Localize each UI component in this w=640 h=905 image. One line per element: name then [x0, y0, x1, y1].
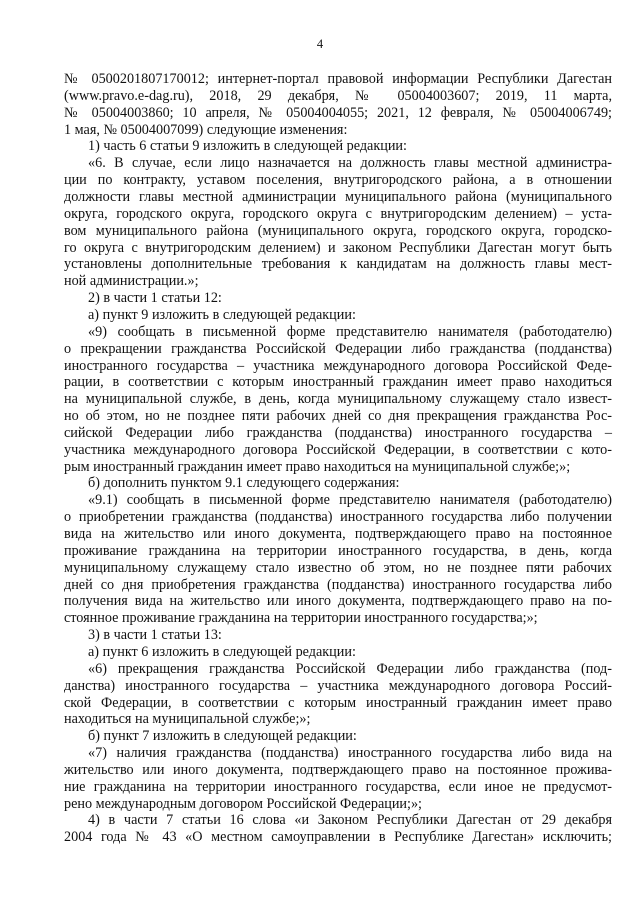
page-number: 4 — [316, 37, 324, 51]
text-line: ние гражданина на территории иностранного государства, если иное не предусмот- — [64, 778, 612, 795]
text-line: «6) прекращения гражданства Российской Федерации либо гражданства (под- — [88, 660, 612, 677]
text-line: установлены дополнительные требования к кандидатам на должность главы мест- — [64, 256, 612, 273]
text-line: (www.pravo.e-dag.ru), 2018, 29 декабря, № 05004003607; 2019, 11 марта, — [64, 87, 612, 104]
text-line: б) пункт 7 изложить в следующей редакции: — [88, 728, 357, 745]
text-line: 2) в части 1 статьи 12: — [88, 290, 222, 307]
text-line: данства) иностранного государства – участника международного договора Россий- — [64, 677, 612, 694]
text-line: «6. В случае, если лицо назначается на должность главы местной администра- — [88, 155, 612, 172]
text-line: б) дополнить пунктом 9.1 следующего содержания: — [88, 475, 400, 492]
text-line: вида на жительство или иного документа, подтверждающего право на постоянное — [64, 526, 612, 542]
text-line: го округа с внутригородским делением) и законом Республики Дагестан могут быть — [64, 239, 612, 256]
text-line: сийской Федерации либо гражданства (подданства) иностранного государства – — [64, 424, 612, 441]
text-line: № 05004003860; 10 апреля, № 05004004055; 2021, 12 февраля, № 05004006749; — [64, 104, 612, 121]
text-line: вом муниципального района (муниципального округа, городского округа, городско- — [64, 222, 612, 239]
text-line: жительство или иного документа, подтверждающего право на постоянное прожива- — [64, 761, 612, 778]
text-line: а) пункт 6 изложить в следующей редакции: — [88, 643, 356, 660]
text-line: «7) наличия гражданства (подданства) иностранного государства либо вида на — [88, 745, 612, 761]
text-line: участника международного договора Российской Федерации, в соответствии с кото- — [64, 441, 612, 458]
text-line: ской Федерации, в соответствии с которым иностранный гражданин имеет право — [64, 694, 612, 711]
text-line: «9) сообщать в письменной форме представителю нанимателя (работодателю) — [88, 323, 612, 340]
text-line: проживание гражданина на территории иностранного государства, в день, когда — [64, 542, 612, 559]
text-line: дней со дня приобретения гражданства (подданства) иностранного государства либо — [64, 576, 612, 593]
text-line: рено международным договором Российской Федерации;»; — [64, 795, 423, 812]
text-line: о приобретении гражданства (подданства) иностранного государства либо получении — [64, 509, 612, 526]
text-line: ной администрации.»; — [64, 273, 199, 290]
text-line: должности главы местной администрации муниципального района (муниципального — [64, 189, 612, 205]
text-line: но об этом, но не позднее пяти рабочих дней со дня прекращения гражданства Рос- — [64, 408, 612, 424]
text-line: ции по контракту, уставом поселения, внутригородского района, а в отношении — [64, 172, 612, 189]
text-line: 3) в части 1 статьи 13: — [88, 627, 222, 644]
text-line: иностранного государства – участника международного договора Российской Феде- — [64, 357, 612, 374]
text-line: 4) в части 7 статьи 16 слова «и Законом Республики Дагестан от 29 декабря — [88, 812, 612, 829]
text-line: на муниципальной службе, в день, когда муниципальному служащему стало извест- — [64, 391, 612, 408]
text-line: округа, городского округа, городского округа с внутригородским делением) – уста- — [64, 205, 612, 222]
text-line: а) пункт 9 изложить в следующей редакции: — [88, 306, 356, 323]
text-line: № 0500201807170012; интернет-портал правовой информации Республики Дагестан — [64, 71, 612, 87]
text-line: рации, в соответствии с которым иностранный гражданин имеет право находиться — [64, 374, 612, 391]
text-line: муниципальному служащему стало известно об этом, но не позднее пяти рабочих — [64, 559, 612, 576]
text-line: стоянное проживание гражданина на территории иностранного государства;»; — [64, 610, 538, 627]
text-line: 2004 года № 43 «О местном самоуправлении в Республике Дагестан» исключить; — [64, 829, 612, 846]
text-line: находиться на муниципальной службе;»; — [64, 711, 311, 728]
text-line: получения вида на жительство или иного документа, подтверждающего право на по- — [64, 593, 612, 610]
text-line: рым иностранный гражданин имеет право находиться на муниципальной службе;»; — [64, 458, 571, 475]
text-line: 1) часть 6 статьи 9 изложить в следующей редакции: — [88, 138, 407, 155]
text-line: 1 мая, № 05004007099) следующие изменения: — [64, 121, 348, 138]
text-line: «9.1) сообщать в письменной форме представителю нанимателя (работодателю) — [88, 492, 612, 509]
text-line: о прекращении гражданства Российской Федерации либо гражданства (подданства) — [64, 340, 612, 357]
